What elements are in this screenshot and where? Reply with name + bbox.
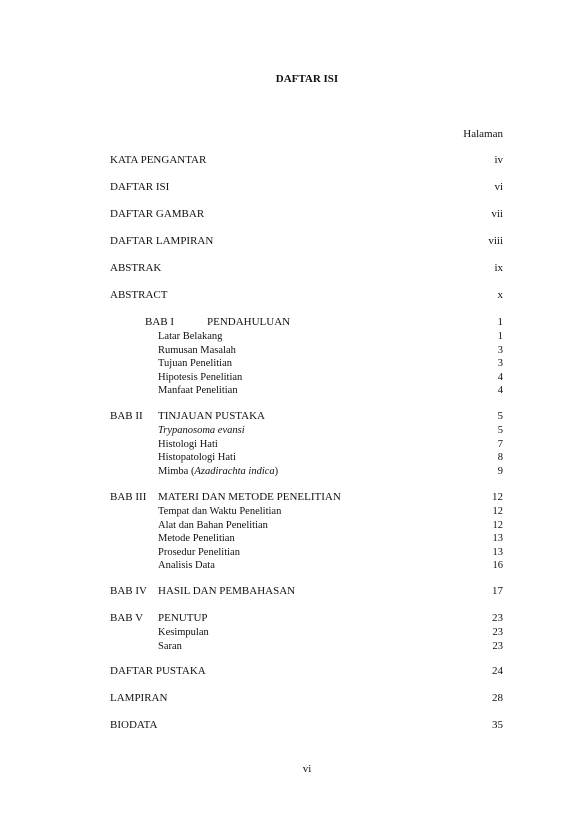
chapter-number: BAB III [110,491,147,503]
toc-entry-label: BIODATA [110,719,158,731]
toc-entry-label: KATA PENGANTAR [110,154,207,166]
toc-subentry [110,532,503,546]
toc-entry-kata-pengantar [110,154,503,167]
subsection-title: Alat dan Bahan Penelitian [158,519,268,531]
toc-entry-page: 3 [497,358,503,369]
toc-entry-abstrak [110,262,503,275]
toc-entry-page: 23 [492,640,503,652]
toc-subentry [110,384,503,398]
toc-entry-label: DAFTAR ISI [110,181,170,193]
toc-entry-page: vi [494,181,503,193]
toc-entry-page: 12 [492,491,503,503]
chapter-number: BAB IV [110,585,147,597]
toc-subentry [110,465,503,479]
species-name: Trypanosoma evansi [158,425,245,436]
toc-subentry [110,519,503,533]
toc-entry-daftar-lampiran [110,235,503,248]
toc-entry-page: 24 [492,665,503,677]
toc-entry-page: 5 [497,410,503,422]
toc-entry-label: ABSTRACT [110,289,168,301]
subsection-title: Tujuan Penelitian [158,358,232,369]
toc-entry-page: 12 [492,506,503,517]
subsection-title-prefix: Mimba ( [158,465,195,477]
chapter-title: TINJAUAN PUSTAKA [158,410,265,422]
chapter-title: MATERI DAN METODE PENELITIAN [158,491,341,503]
subsection-title: Metode Penelitian [158,533,235,544]
toc-entry-page: x [497,289,503,301]
toc-entry-label: DAFTAR LAMPIRAN [110,235,214,247]
toc-entry-page: 1 [497,316,503,328]
subsection-title: Rumusan Masalah [158,344,236,356]
toc-entry-abstract [110,289,503,302]
toc-entry-biodata [110,719,503,732]
toc-subentry [110,640,503,654]
chapter-title: HASIL DAN PEMBAHASAN [158,585,296,597]
subsection-title [158,424,245,438]
page-column-header: Halaman [463,128,503,140]
subsection-title [158,465,278,479]
page-title: DAFTAR ISI [275,73,339,85]
chapter-number: BAB V [110,612,144,624]
toc-entry-page: 5 [497,425,503,436]
toc-entry-page: 3 [497,344,503,356]
page-number-footer: vi [302,763,312,775]
toc-entry-label: DAFTAR GAMBAR [110,208,205,220]
toc-subentry [110,357,503,371]
toc-entry-page: 4 [497,385,503,396]
subsection-title: Hipotesis Penelitian [158,371,243,383]
chapter-title: PENDAHULUAN [207,316,291,328]
toc-entry-lampiran [110,692,503,705]
toc-entry-page: 23 [492,627,503,638]
toc-chapter-bab-3 [110,491,503,504]
chapter-number: BAB II [110,410,143,422]
toc-entry-page: 9 [497,465,503,477]
toc-entry-daftar-gambar [110,208,503,221]
toc-entry-page: vii [491,208,503,220]
subsection-title-suffix: ) [274,465,279,477]
toc-subentry [110,330,503,344]
toc-subentry [110,559,503,573]
toc-entry-page: 7 [497,438,503,450]
chapter-number: BAB I [145,316,175,328]
toc-entry-label: LAMPIRAN [110,692,168,704]
toc-subentry [110,626,503,640]
toc-entry-page: 35 [492,719,503,731]
toc-subentry [110,438,503,452]
toc-chapter-bab-4 [110,585,503,598]
subsection-title: Kesimpulan [158,627,209,638]
toc-entry-page: viii [488,235,503,247]
chapter-title: PENUTUP [158,612,208,624]
toc-entry-label: DAFTAR PUSTAKA [110,665,206,677]
toc-chapter-bab-5 [110,612,503,625]
toc-subentry [110,451,503,465]
toc-entry-page: 28 [492,692,503,704]
toc-subentry [110,505,503,519]
toc-subentry [110,344,503,358]
subsection-title: Histologi Hati [158,438,218,450]
toc-subentry [110,546,503,560]
subsection-title: Tempat dan Waktu Penelitian [158,506,282,517]
subsection-title: Histopatologi Hati [158,452,236,463]
toc-entry-label: ABSTRAK [110,262,162,274]
toc-entry-page: iv [494,154,503,166]
toc-chapter-bab-1 [110,316,503,329]
toc-entry-page: 1 [497,331,503,342]
toc-entry-daftar-isi [110,181,503,194]
toc-entry-page: 12 [492,519,503,531]
toc-entry-page: 8 [497,452,503,463]
toc-entry-page: 13 [492,533,503,544]
toc-entry-page: 23 [492,612,503,624]
subsection-title: Analisis Data [158,560,215,571]
toc-entry-page: 4 [497,371,503,383]
toc-chapter-bab-2 [110,410,503,423]
toc-entry-page: 17 [492,585,503,597]
subsection-title: Prosedur Penelitian [158,546,240,558]
toc-subentry [110,371,503,385]
subsection-title: Latar Belakang [158,331,223,342]
subsection-title: Manfaat Penelitian [158,385,238,396]
toc-entry-page: 13 [492,546,503,558]
toc-entry-page: ix [494,262,503,274]
toc-subentry [110,424,503,438]
species-name: Azadirachta indica [194,465,275,477]
subsection-title: Saran [158,640,182,652]
toc-entry-daftar-pustaka [110,665,503,678]
toc-entry-page: 16 [492,560,503,571]
